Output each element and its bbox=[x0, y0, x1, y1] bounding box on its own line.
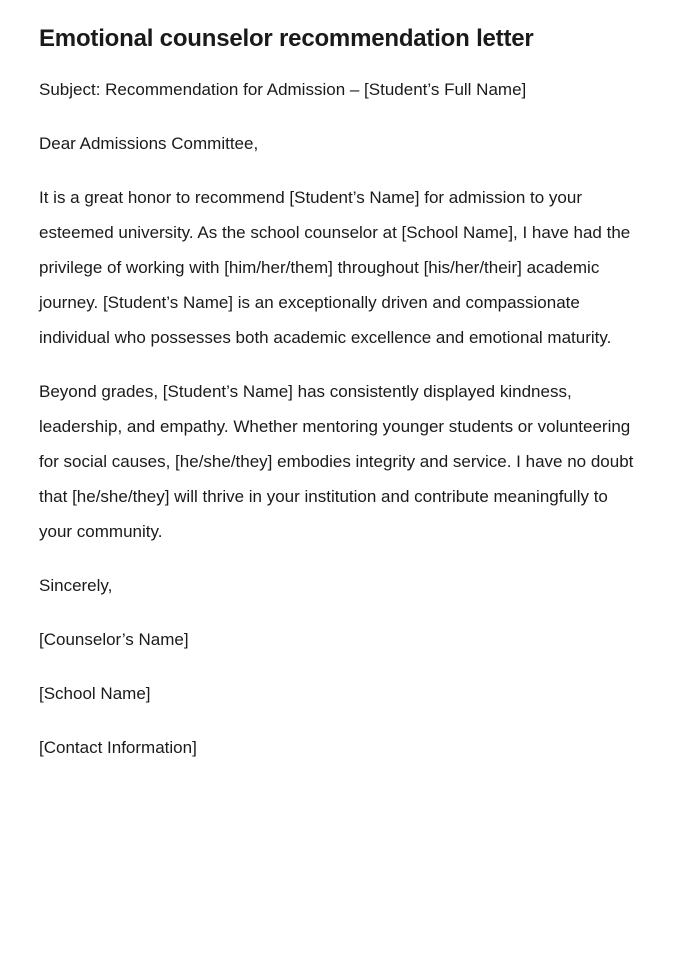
letter-body bbox=[39, 72, 638, 765]
signature-school-name: [School Name] bbox=[39, 684, 151, 703]
page-title: Emotional counselor recommendation letter bbox=[39, 25, 534, 52]
signature-counselor-name: [Counselor’s Name] bbox=[39, 630, 189, 649]
body-paragraph-1: It is a great honor to recommend [Student’s Name] for admission to your esteemed university. As the school counselor at [School Name], I have had the privilege of working with [him/her/them] throughout [his/her/their] academic journey. [Student’s Name] is an exceptionally driven and compassionate individual who possesses both academic excellence and emotional maturity. bbox=[39, 188, 635, 347]
body-paragraph-2: Beyond grades, [Student’s Name] has consistently displayed kindness, leadership, and empathy. Whether mentoring younger students or volunteering for social causes, [he/she/they] embodies integrity and service. I have no doubt that [he/she/they] will thrive in your institution and contribute meaningfully to your community. bbox=[39, 382, 639, 541]
salutation: Dear Admissions Committee, bbox=[39, 134, 259, 153]
signature-contact-information: [Contact Information] bbox=[39, 738, 197, 757]
subject-line: Subject: Recommendation for Admission – [Student’s Full Name] bbox=[39, 80, 527, 99]
closing: Sincerely, bbox=[39, 576, 113, 595]
